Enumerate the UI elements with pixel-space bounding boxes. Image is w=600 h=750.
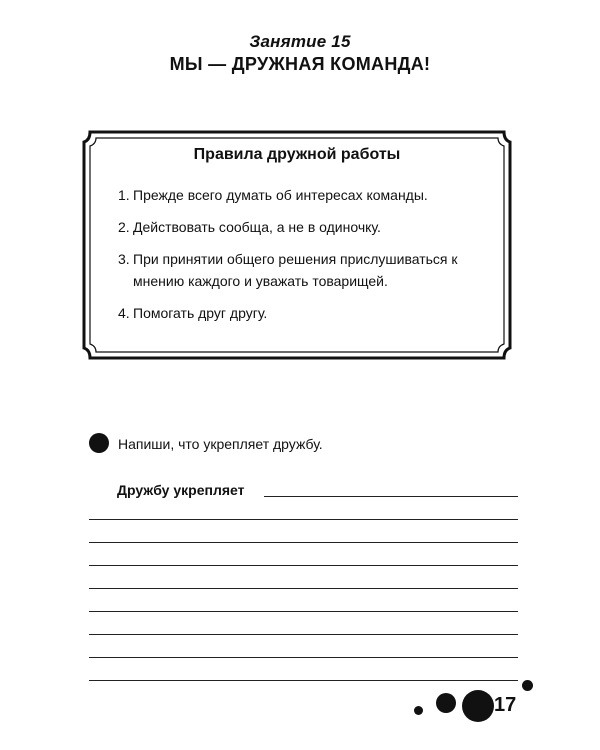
rule-number: 1. [118, 187, 130, 203]
rule-text: Действовать сообща, а не в одиночку. [133, 219, 381, 235]
answer-line[interactable] [89, 657, 518, 658]
answer-line[interactable] [89, 588, 518, 589]
rule-number: 4. [118, 305, 130, 321]
rules-heading: Правила дружной работы [193, 146, 401, 163]
answer-line[interactable] [89, 565, 518, 566]
answer-line[interactable] [89, 680, 518, 681]
rule-text: При принятии общего решения прислушиваться к мнению каждого и уважать товарищей. [133, 251, 458, 289]
decorative-dot-icon [414, 706, 423, 715]
decorative-dot-icon [522, 680, 533, 691]
decorative-dot-icon [462, 690, 494, 722]
rule-text: Помогать друг другу. [133, 305, 268, 321]
lesson-label: Занятие 15 [249, 32, 351, 51]
rule-number: 3. [118, 251, 130, 267]
answer-line[interactable] [89, 542, 518, 543]
answer-line[interactable] [264, 496, 518, 497]
rule-number: 2. [118, 219, 130, 235]
rules-box [82, 128, 512, 362]
answer-line[interactable] [89, 634, 518, 635]
page-number: 17 [494, 694, 517, 716]
task-bullet-icon [89, 433, 109, 453]
rule-text: Прежде всего думать об интересах команды. [133, 187, 428, 203]
answer-line[interactable] [89, 519, 518, 520]
decorative-dot-icon [436, 693, 456, 713]
answer-label: Дружбу укрепляет [117, 482, 245, 498]
answer-line[interactable] [89, 611, 518, 612]
page-title: МЫ — ДРУЖНАЯ КОМАНДА! [169, 54, 431, 74]
task-instruction: Напиши, что укрепляет дружбу. [118, 436, 323, 452]
